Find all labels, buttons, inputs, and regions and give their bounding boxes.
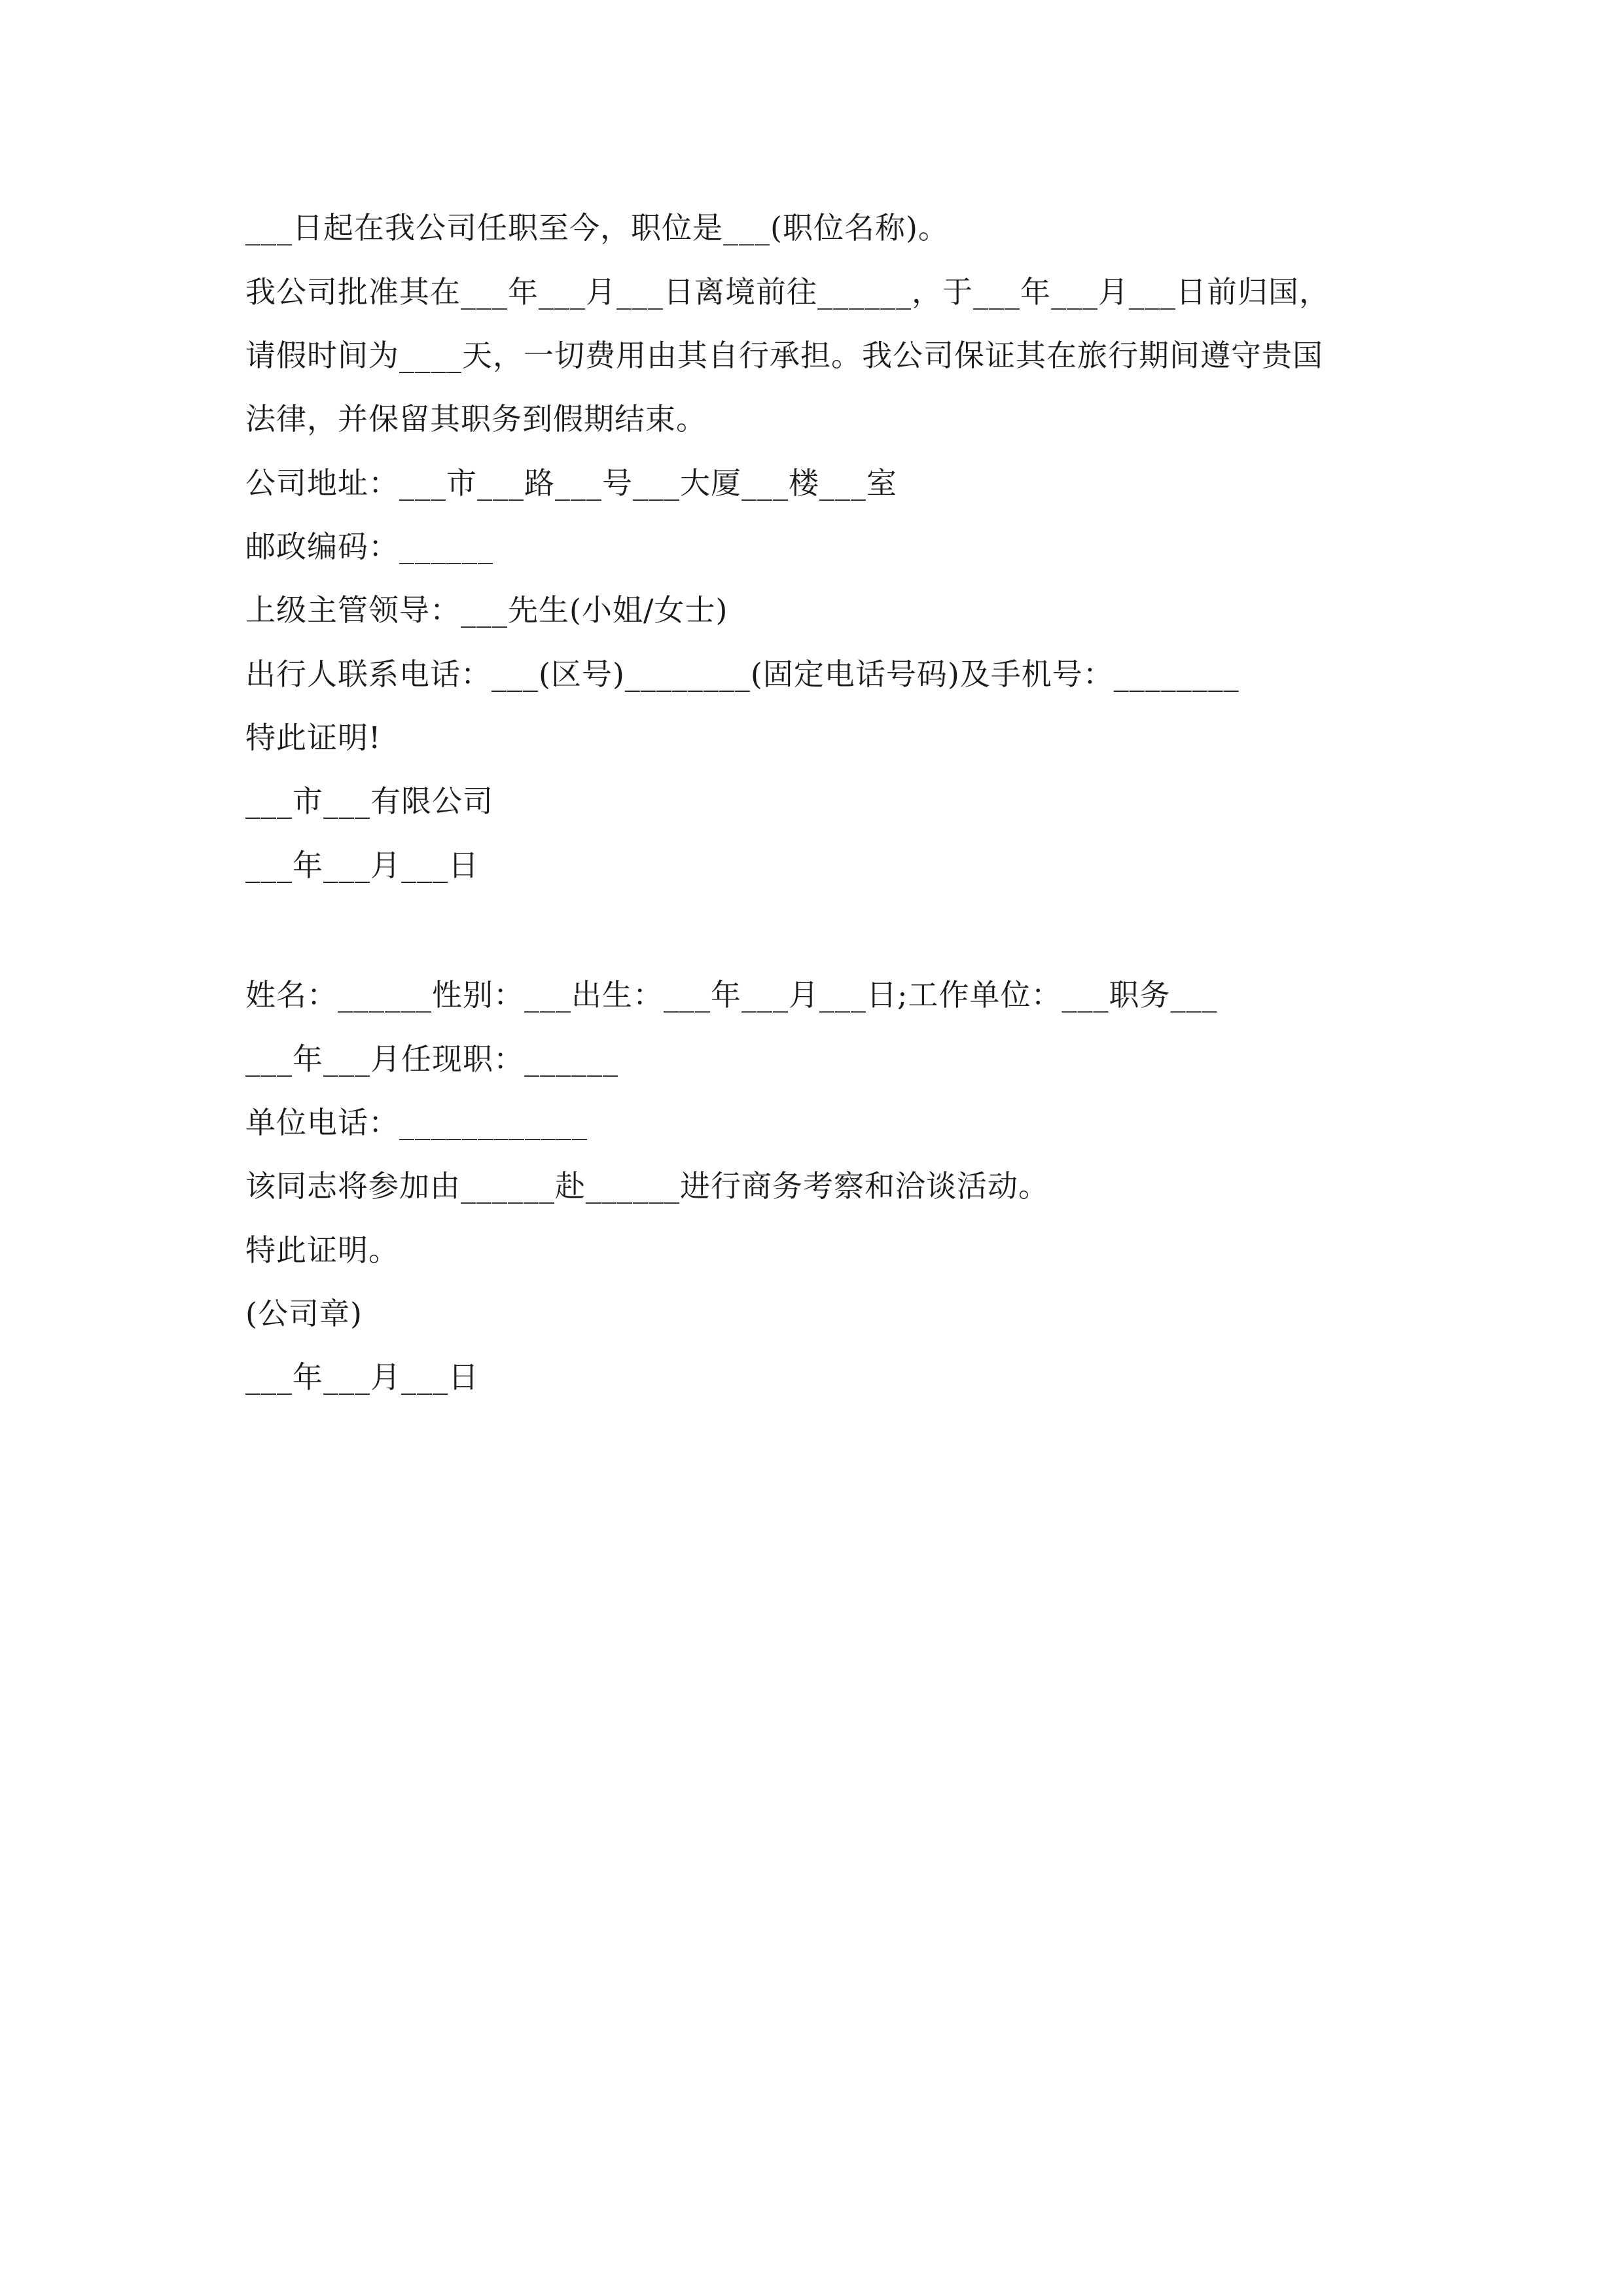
- certification-line: 特此证明!: [245, 720, 382, 755]
- current-position-line: ___年___月任现职：______: [245, 1041, 618, 1077]
- law-compliance-line: 法律，并保留其职务到假期结束。: [245, 401, 707, 437]
- travel-approval-line: 我公司批准其在___年___月___日离境前往______，于___年___月___日前归国，: [245, 274, 1330, 310]
- company-seal-line: (公司章): [245, 1296, 363, 1331]
- business-trip-line: 该同志将参加由______赴______进行商务考察和洽谈活动。: [245, 1168, 1049, 1204]
- contact-phone-line: 出行人联系电话：___(区号)________(固定电话号码)及手机号：________: [245, 656, 1240, 692]
- supervisor-line: 上级主管领导：___先生(小姐/女士): [245, 592, 728, 628]
- date-line: ___年___月___日: [245, 848, 479, 883]
- personal-info-line: 姓名：______性别：___出生：___年___月___日;工作单位：___职务___: [245, 977, 1218, 1013]
- date-line-2: ___年___月___日: [245, 1359, 479, 1395]
- company-name-line: ___市___有限公司: [245, 783, 493, 819]
- leave-duration-line: 请假时间为____天，一切费用由其自行承担。我公司保证其在旅行期间遵守贵国: [245, 338, 1323, 373]
- postal-code-line: 邮政编码：______: [245, 529, 493, 564]
- company-address-line: 公司地址：___市___路___号___大厦___楼___室: [245, 465, 897, 501]
- work-phone-line: 单位电话：____________: [245, 1105, 588, 1140]
- employment-start-line: ___日起在我公司任职至今，职位是___(职位名称)。: [245, 210, 949, 245]
- certification-line-2: 特此证明。: [245, 1232, 399, 1268]
